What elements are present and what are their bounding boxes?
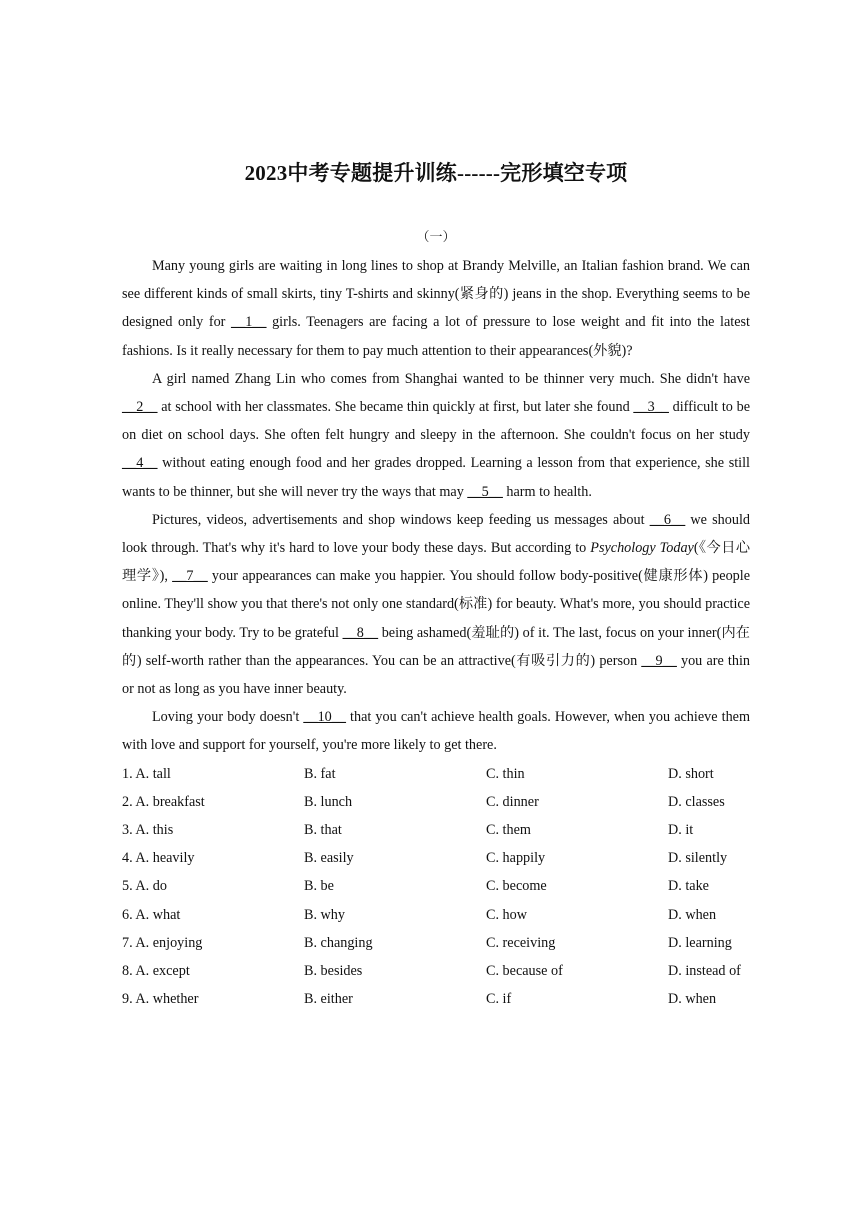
option-row [122,816,750,844]
option-choice: D. it [668,822,694,839]
option-row [122,929,750,957]
cloze-blank: __3__ [633,399,669,416]
option-choice: C. because of [486,962,563,979]
passage [122,252,750,760]
passage-paragraph [122,252,750,365]
option-choice: B. lunch [304,793,353,810]
passage-text: Many young girls are waiting in long lines to shop at Brandy Melville, an Italian fashion brand. We can see different kinds of small skirts, tiny T-shirts and skinny(紧身的) jeans in the shop. Everything seems to be designed only for [122,258,750,331]
option-choice: D. instead of [668,962,741,979]
option-choice: 5. A. do [122,878,167,895]
passage-text: (《今日心理学》), [122,540,751,585]
passage-text: we should look through. That's why it's hard to love your body these days. But according to [122,511,750,557]
passage-text: Loving your body doesn't [152,709,304,726]
option-choice: D. take [668,878,709,895]
passage-paragraph [122,703,750,759]
option-row [122,844,750,872]
cloze-blank: __2__ [122,399,158,416]
option-choice: B. fat [304,765,336,782]
option-choice: 2. A. breakfast [122,793,205,810]
option-choice: D. when [668,906,717,923]
option-choice: B. either [304,991,353,1008]
option-choice: 3. A. this [122,822,174,839]
option-choice: C. how [486,906,527,923]
cloze-blank: __5__ [467,483,503,500]
passage-text: being ashamed(羞耻的) of it. The last, focus on your inner(内在的) self-worth rather than the appearances. You can be an attractive(有吸引力的) person [122,624,750,669]
passage-body [122,252,750,1013]
answer-options [122,760,750,1014]
option-choice: D. learning [668,934,732,951]
cloze-blank: __8__ [342,624,379,641]
option-row [122,957,750,985]
option-choice: C. if [486,991,512,1008]
option-choice: C. receiving [486,934,556,951]
book-title: Psychology Today [590,540,694,557]
option-choice: B. why [304,906,345,923]
cloze-blank: __9__ [641,652,677,669]
cloze-blank: __4__ [122,455,158,472]
passage-text: you are thin or not as long as you have inner beauty. [122,652,751,698]
page-title: 2023中考专题提升训练------完形填空专项 [244,161,628,185]
passage-text: difficult to be on diet on school days. She often felt hungry and sleepy in the afternoon. She couldn't focus on her study [122,399,750,444]
option-choice: C. become [486,878,547,895]
option-choice: B. changing [304,934,373,951]
option-row [122,872,750,900]
passage-text: Pictures, videos, advertisements and shop windows keep feeding us messages about [152,511,650,528]
option-choice: D. when [668,991,717,1008]
option-row [122,901,750,929]
option-choice: 8. A. except [122,962,190,979]
option-choice: D. silently [668,850,728,867]
option-choice: B. besides [304,962,363,979]
passage-text: at school with her classmates. She became thin quickly at first, but later she found [157,399,634,416]
cloze-blank: __7__ [172,568,208,585]
option-choice: D. short [668,765,714,782]
cloze-blank: __6__ [649,511,686,528]
passage-paragraph [122,365,750,506]
cloze-blank: __1__ [231,314,267,331]
option-choice: D. classes [668,793,725,810]
option-choice: 1. A. tall [122,765,171,782]
option-choice: 6. A. what [122,906,181,923]
passage-text: without eating enough food and her grades dropped. Learning a lesson from that experience, she still wants to be thinner, but she will never try the ways that may [122,455,750,500]
passage-paragraph [122,506,750,703]
option-choice: 9. A. whether [122,991,199,1008]
passage-text: girls. Teenagers are facing a lot of pressure to lose weight and fit into the latest fashions. Is it really necessary for them to pay much attention to their appearances(外貌)? [122,314,750,359]
passage-text: that you can't achieve health goals. However, when you achieve them with love and support for yourself, you're more likely to get there. [122,709,750,754]
option-choice: C. dinner [486,793,539,810]
passage-text: harm to health. [502,483,592,500]
option-choice: B. that [304,822,342,839]
option-row [122,760,750,788]
option-choice: B. be [304,878,334,895]
passage-text: A girl named Zhang Lin who comes from Shanghai wanted to be thinner very much. She didn't have [152,370,750,387]
option-choice: 4. A. heavily [122,850,195,867]
option-row [122,788,750,816]
option-choice: C. them [486,822,531,839]
option-choice: B. easily [304,850,354,867]
passage-text: your appearances can make you happier. You should follow body-positive(健康形体) people online. They'll show you that there's not only one standard(标准) for beauty. What's more, you should practice thanking your body. Try to be grateful [122,568,751,641]
cloze-blank: __10__ [303,709,346,726]
option-choice: 7. A. enjoying [122,934,203,951]
option-choice: C. thin [486,765,525,782]
section-label: （一） [416,229,456,244]
option-choice: C. happily [486,850,546,867]
option-row [122,985,750,1013]
